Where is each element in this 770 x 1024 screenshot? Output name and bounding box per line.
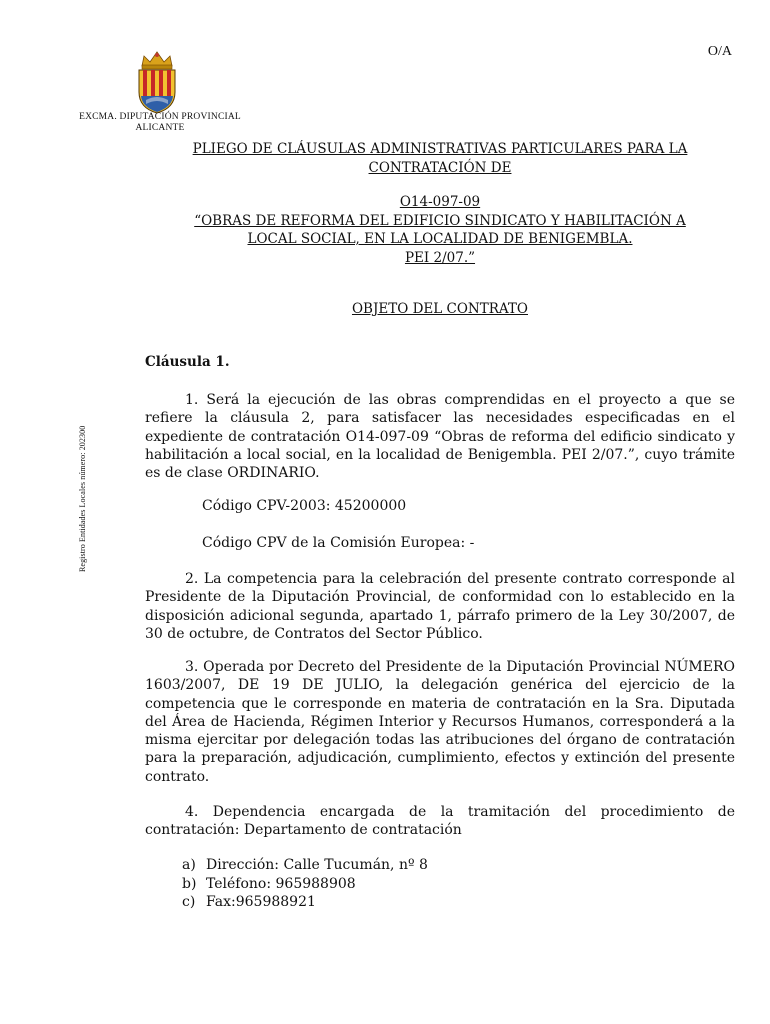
- title-line-4: “OBRAS DE REFORMA DEL EDIFICIO SINDICATO Y HABILITACIÓN A: [194, 212, 686, 229]
- paragraph-1: [145, 391, 735, 482]
- issuing-organization: [60, 112, 260, 134]
- cpv-2003-code: Código CPV-2003: 45200000: [202, 498, 407, 514]
- cpv-eu-code: Código CPV de la Comisión Europea: -: [202, 535, 475, 551]
- phone-text: Teléfono: 965988908: [206, 875, 356, 892]
- section-heading: [145, 301, 735, 317]
- document-title: [145, 140, 735, 267]
- paragraph-4-text: 4. Dependencia encargada de la tramitación del procedimiento de contratación: Departamento de contratación: [145, 804, 735, 839]
- address-text: Dirección: Calle Tucumán, nº 8: [206, 857, 428, 873]
- clause-label: Cláusula 1.: [145, 354, 230, 370]
- list-item: [182, 856, 428, 875]
- paragraph-2: [145, 570, 735, 643]
- paragraph-3: [145, 658, 735, 786]
- paragraph-4: [145, 803, 735, 840]
- title-line-1: PLIEGO DE CLÁUSULAS ADMINISTRATIVAS PARTICULARES PARA LA: [192, 141, 688, 157]
- list-marker: b): [182, 875, 197, 892]
- title-line-6: PEI 2/07.”: [404, 249, 476, 266]
- list-item: [182, 875, 428, 894]
- list-marker: c): [182, 894, 196, 910]
- org-city: ALICANTE: [135, 123, 185, 133]
- fax-text: Fax:965988921: [206, 894, 316, 910]
- section-heading-text: OBJETO DEL CONTRATO: [351, 301, 528, 317]
- paragraph-1-text: 1. Será la ejecución de las obras comprendidas en el proyecto a que se refiere la cláusula 2, para satisfacer las necesidades especificadas en el expediente de contratación O14-097-09 “Obras de reforma del edificio sindicato y habilitación a local social, en la localidad de Benigembla. PEI 2/07.”, cuyo trámite es de clase ORDINARIO.: [145, 392, 735, 482]
- title-line-5: LOCAL SOCIAL, EN LA LOCALIDAD DE BENIGEMBLA.: [247, 231, 633, 247]
- paragraph-2-text: 2. La competencia para la celebración del presente contrato corresponde al Presidente de la Diputación Provincial, de conformidad con lo establecido en la disposición adicional segunda, apartado 1, párrafo primero de la Ley 30/2007, de 30 de octubre, de Contratos del Sector Público.: [145, 571, 735, 642]
- contact-list: [182, 856, 428, 912]
- coat-of-arms-logo: [134, 50, 180, 114]
- title-line-2: CONTRATACIÓN DE: [368, 159, 512, 176]
- list-item: [182, 893, 428, 912]
- org-name: EXCMA. DIPUTACIÓN PROVINCIAL: [79, 112, 241, 122]
- document-reference: O/A: [707, 44, 732, 59]
- expedient-code: O14-097-09: [399, 194, 481, 210]
- registry-side-note: Registro Entidades Locales número: 202300: [78, 425, 87, 572]
- paragraph-3-text: 3. Operada por Decreto del Presidente de la Diputación Provincial NÚMERO 1603/2007, DE 19 DE JULIO, la delegación genérica del ejercicio de la competencia que le corresponde en materia de contratación en la Sra. Diputada del Área de Hacienda, Régimen Interior y Recursos Humanos, corresponderá a la misma ejercitar por delegación todas las atribuciones del órgano de contratación para la preparación, adjudicación, cumplimiento, efectos y extinción del presente contrato.: [145, 659, 735, 785]
- list-marker: a): [182, 857, 196, 873]
